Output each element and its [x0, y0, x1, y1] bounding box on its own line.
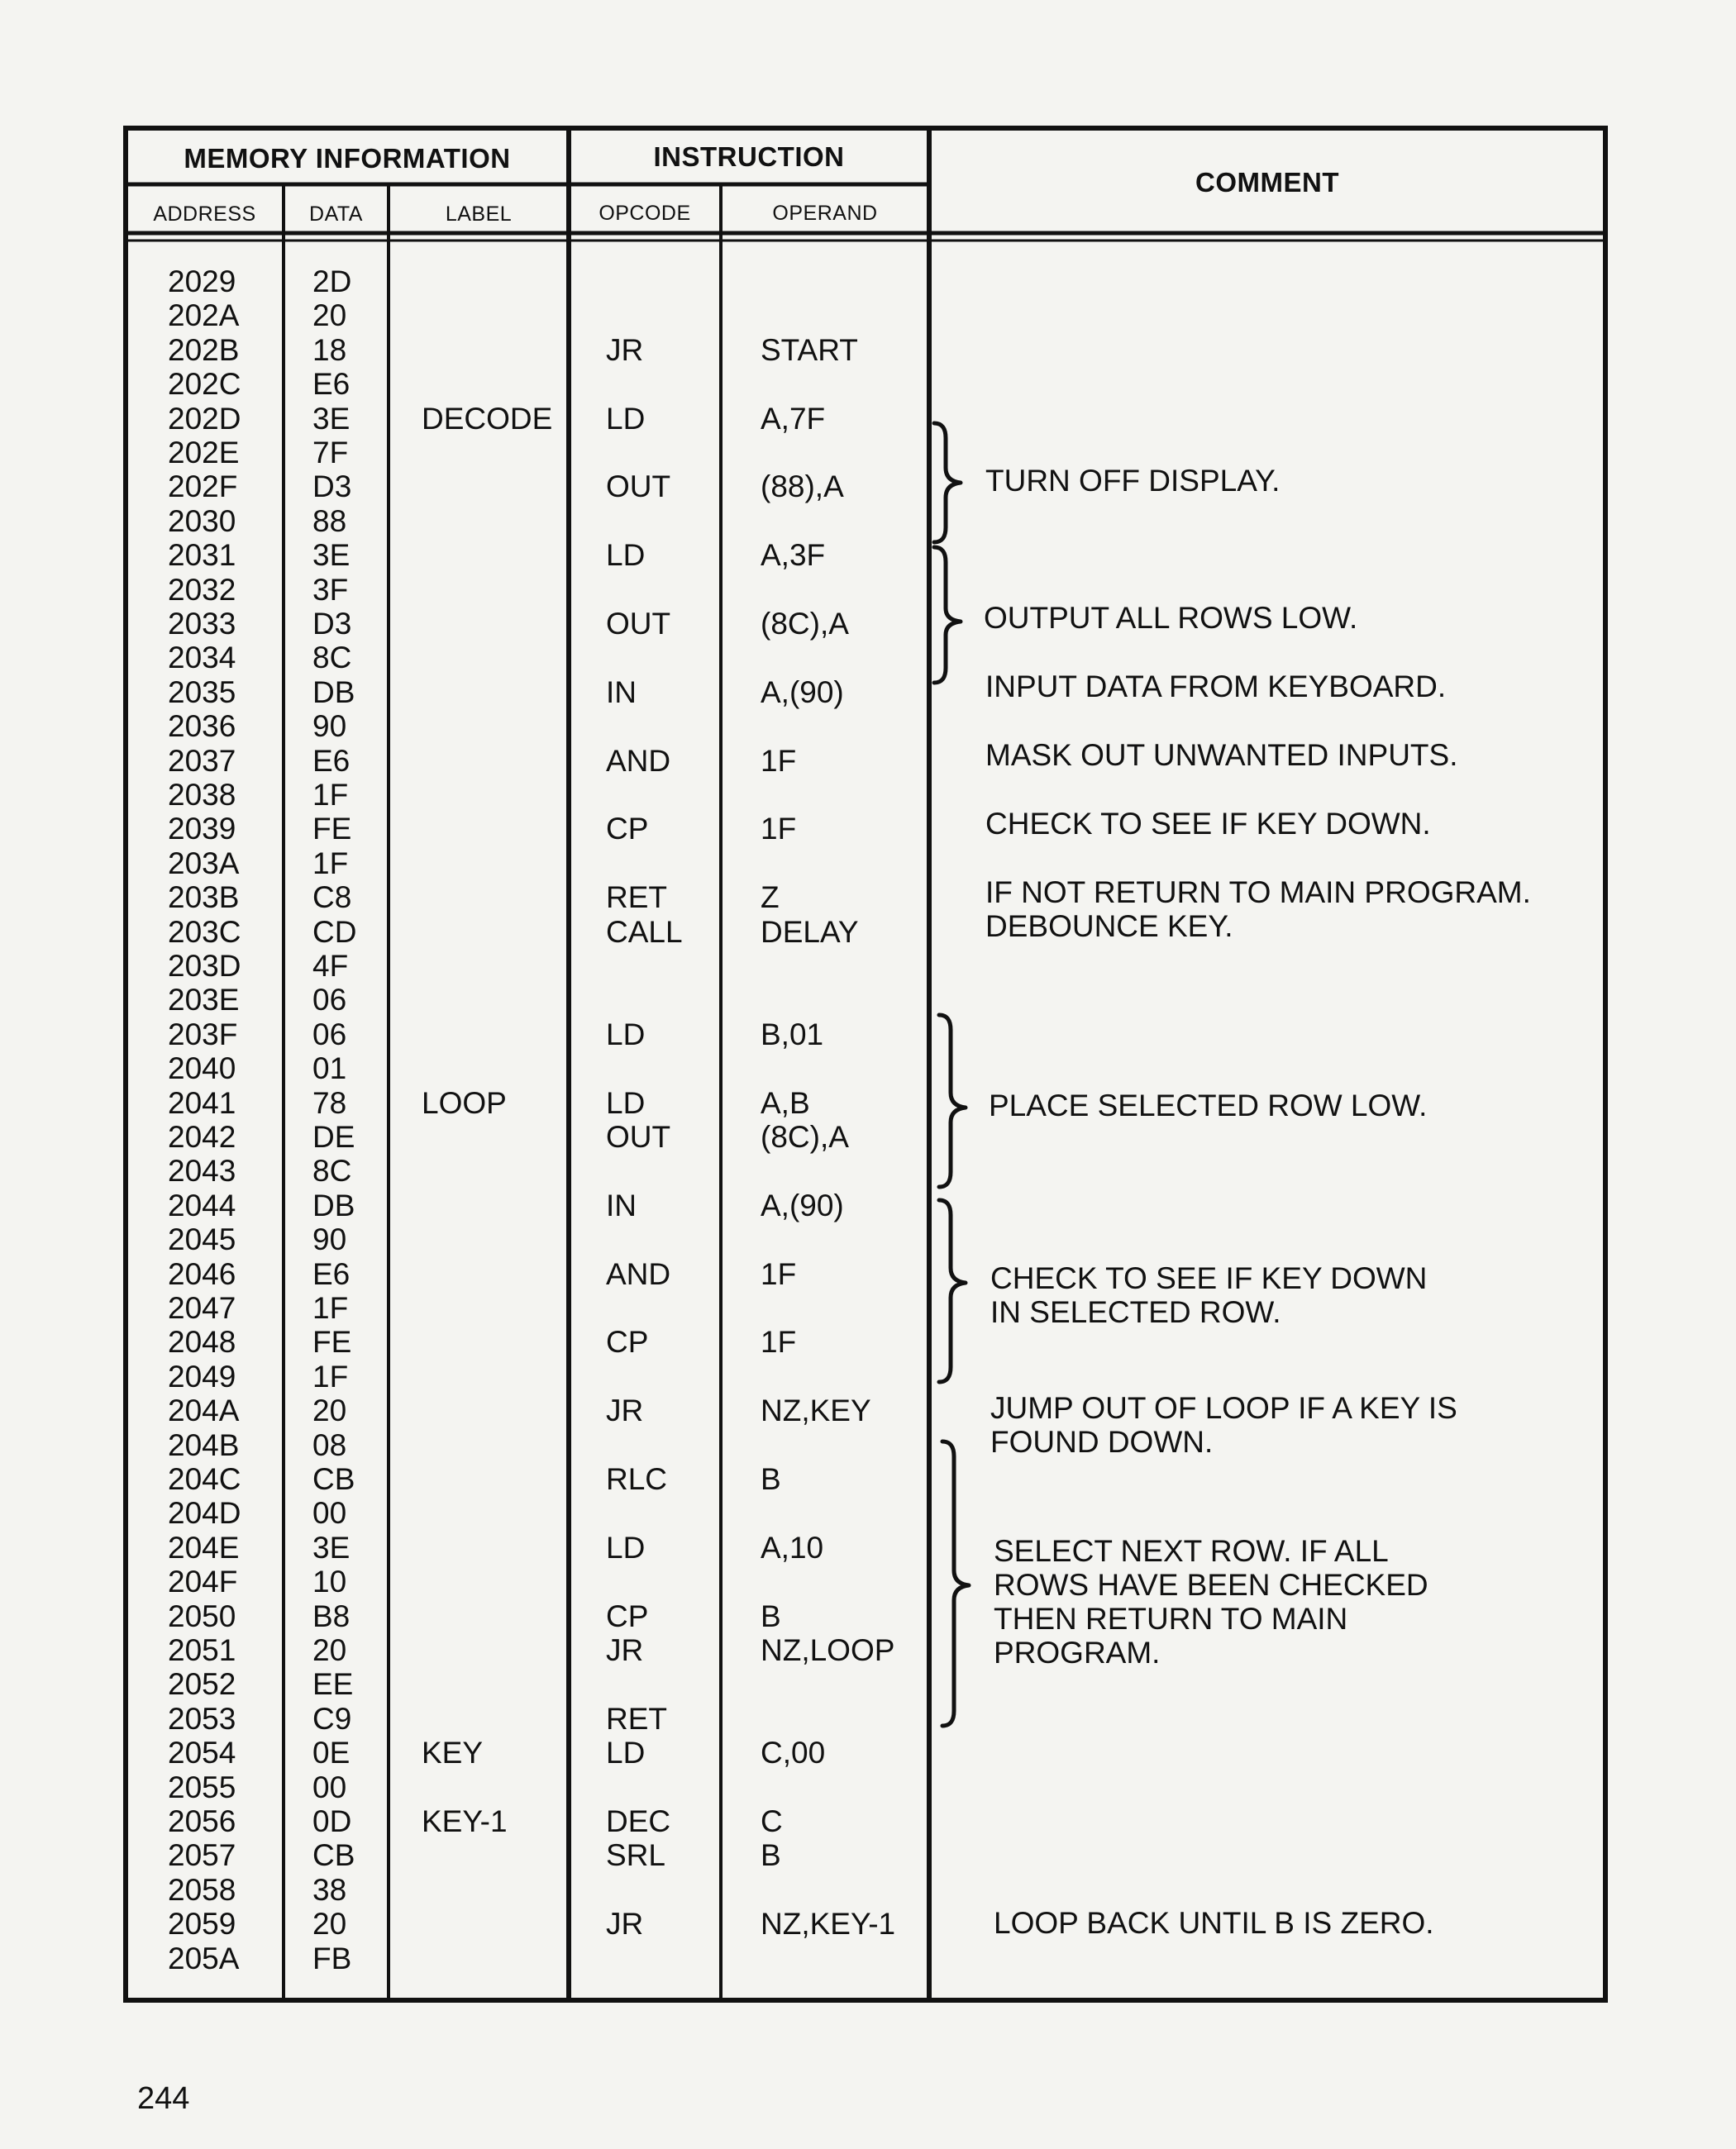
data-cell: 8C — [312, 1154, 352, 1188]
page-number: 244 — [137, 2081, 190, 2116]
address-cell: 2036 — [168, 709, 236, 743]
comment-line: JUMP OUT OF LOOP IF A KEY IS — [990, 1391, 1457, 1425]
address-cell: 2047 — [168, 1291, 236, 1325]
opcode-cell: AND — [606, 744, 671, 778]
data-cell: 88 — [312, 504, 347, 538]
opcode-cell: RET — [606, 880, 667, 914]
data-cell: 1F — [312, 1360, 349, 1394]
address-cell: 2046 — [168, 1257, 236, 1291]
comment-block — [985, 738, 1457, 772]
address-cell: 2052 — [168, 1667, 236, 1701]
address-cell: 2039 — [168, 812, 236, 846]
address-cell: 203F — [168, 1017, 238, 1051]
address-cell: 2054 — [168, 1736, 236, 1770]
address-cell: 204C — [168, 1462, 241, 1496]
data-cell: 90 — [312, 1222, 347, 1256]
address-cell: 2042 — [168, 1120, 236, 1154]
data-cell: 1F — [312, 1291, 349, 1325]
data-cell: D3 — [312, 607, 352, 641]
address-cell: 202E — [168, 436, 240, 469]
data-cell: 3E — [312, 402, 351, 436]
comment-block — [984, 601, 1357, 635]
comment-block — [994, 1906, 1434, 1940]
address-cell: 2051 — [168, 1633, 236, 1667]
address-cell: 2038 — [168, 778, 236, 812]
data-cell: 18 — [312, 333, 347, 367]
comment-line: IF NOT RETURN TO MAIN PROGRAM. — [985, 875, 1531, 909]
operand-cell: B,01 — [761, 1017, 824, 1051]
opcode-cell: LD — [606, 1017, 646, 1051]
comment-block — [990, 1261, 1427, 1329]
address-cell: 2049 — [168, 1360, 236, 1394]
data-cell: 00 — [312, 1496, 347, 1530]
comment-block — [990, 1391, 1457, 1459]
operand-cell: C,00 — [761, 1736, 826, 1770]
operand-cell: (8C),A — [761, 1120, 849, 1154]
opcode-cell: OUT — [606, 607, 671, 641]
comment-line: OUTPUT ALL ROWS LOW. — [984, 601, 1358, 635]
data-cell: D3 — [312, 469, 352, 503]
address-cell: 2045 — [168, 1222, 236, 1256]
address-cell: 2043 — [168, 1154, 236, 1188]
operand-cell: A,10 — [761, 1531, 824, 1565]
address-cell: 2040 — [168, 1051, 236, 1085]
data-cell: EE — [312, 1667, 354, 1701]
address-cell: 202D — [168, 402, 241, 436]
operand-cell: 1F — [761, 744, 797, 778]
data-cell: FE — [312, 1325, 352, 1359]
label-column-header: LABEL — [445, 203, 513, 226]
data-cell: 3E — [312, 538, 351, 572]
operand-cell: A,(90) — [761, 1189, 844, 1222]
address-cell: 204D — [168, 1496, 241, 1530]
data-cell: 1F — [312, 846, 349, 880]
comment-block — [994, 1534, 1428, 1670]
address-cell: 205A — [168, 1942, 240, 1975]
data-cell: C9 — [312, 1702, 352, 1736]
comment-line: PLACE SELECTED ROW LOW. — [989, 1089, 1428, 1122]
address-cell: 2053 — [168, 1702, 236, 1736]
brace-check-selected-row — [939, 1200, 966, 1382]
address-cell: 202A — [168, 298, 240, 332]
comment-line: DEBOUNCE KEY. — [985, 909, 1233, 943]
address-cell: 202B — [168, 333, 240, 367]
operand-cell: A,3F — [761, 538, 826, 572]
opcode-cell: CP — [606, 1599, 649, 1633]
opcode-cell: JR — [606, 1907, 644, 1941]
brace-turn-off-display — [934, 423, 961, 542]
data-cell: E6 — [312, 744, 351, 778]
address-cell: 2041 — [168, 1086, 236, 1120]
comment-line: PROGRAM. — [994, 1636, 1161, 1670]
opcode-cell: AND — [606, 1257, 671, 1291]
operand-column-header: OPERAND — [772, 202, 878, 225]
address-cell: 203A — [168, 846, 240, 880]
comment-block — [985, 807, 1431, 841]
label-cell: KEY-1 — [422, 1804, 508, 1838]
address-cell: 203C — [168, 915, 241, 949]
opcode-cell: LD — [606, 1736, 646, 1770]
opcode-cell: JR — [606, 333, 644, 367]
address-cell: 2058 — [168, 1873, 236, 1907]
instruction-heading: INSTRUCTION — [653, 141, 845, 172]
operand-cell: B — [761, 1838, 781, 1872]
opcode-cell: OUT — [606, 1120, 671, 1154]
label-cell: DECODE — [422, 402, 553, 436]
operand-cell: 1F — [761, 1257, 797, 1291]
operand-cell: NZ,KEY — [761, 1394, 871, 1427]
data-cell: C8 — [312, 880, 352, 914]
address-cell: 2055 — [168, 1770, 236, 1804]
data-cell: 38 — [312, 1873, 347, 1907]
comment-line: FOUND DOWN. — [990, 1425, 1214, 1459]
comment-line: INPUT DATA FROM KEYBOARD. — [985, 669, 1447, 703]
data-cell: 20 — [312, 298, 347, 332]
address-cell: 204A — [168, 1394, 240, 1427]
data-cell: 20 — [312, 1907, 347, 1941]
data-cell: CD — [312, 915, 357, 949]
opcode-cell: DEC — [606, 1804, 671, 1838]
address-column-header: ADDRESS — [153, 203, 256, 226]
label-cell: KEY — [422, 1736, 484, 1770]
opcode-cell: IN — [606, 1189, 637, 1222]
data-cell: DB — [312, 675, 355, 709]
opcode-cell: SRL — [606, 1838, 665, 1872]
operand-cell: A,7F — [761, 402, 826, 436]
data-cell: 8C — [312, 641, 352, 674]
operand-cell: B — [761, 1462, 781, 1496]
operand-cell: C — [761, 1804, 783, 1838]
data-cell: E6 — [312, 1257, 351, 1291]
data-cell: 10 — [312, 1565, 347, 1599]
opcode-cell: LD — [606, 402, 646, 436]
brace-select-next-row — [942, 1441, 969, 1726]
comment-line: SELECT NEXT ROW. IF ALL — [994, 1534, 1389, 1568]
data-cell: FB — [312, 1942, 352, 1975]
data-cell: 0D — [312, 1804, 352, 1838]
data-cell: 90 — [312, 709, 347, 743]
address-cell: 203D — [168, 949, 241, 983]
brace-place-row-low — [939, 1015, 966, 1187]
address-cell: 204F — [168, 1565, 238, 1599]
opcode-cell: JR — [606, 1633, 644, 1667]
opcode-cell: LD — [606, 538, 646, 572]
comment-line: IN SELECTED ROW. — [990, 1295, 1281, 1329]
operand-cell: 1F — [761, 1325, 797, 1359]
data-cell: 06 — [312, 1017, 347, 1051]
comment-line: CHECK TO SEE IF KEY DOWN. — [985, 807, 1431, 841]
opcode-cell: IN — [606, 675, 637, 709]
data-cell: 20 — [312, 1394, 347, 1427]
data-cell: 01 — [312, 1051, 347, 1085]
opcode-cell: LD — [606, 1086, 646, 1120]
comment-line: CHECK TO SEE IF KEY DOWN — [990, 1261, 1428, 1295]
address-cell: 2048 — [168, 1325, 236, 1359]
address-cell: 202F — [168, 469, 238, 503]
data-cell: 20 — [312, 1633, 347, 1667]
data-cell: DB — [312, 1189, 355, 1222]
address-cell: 2032 — [168, 573, 236, 607]
opcode-cell: LD — [606, 1531, 646, 1565]
address-cell: 2044 — [168, 1189, 236, 1222]
data-cell: 00 — [312, 1770, 347, 1804]
operand-cell: NZ,LOOP — [761, 1633, 895, 1667]
data-cell: FE — [312, 812, 352, 846]
address-cell: 2035 — [168, 675, 236, 709]
opcode-cell: CP — [606, 1325, 649, 1359]
data-cell: E6 — [312, 367, 351, 401]
address-cell: 2057 — [168, 1838, 236, 1872]
comment-block — [985, 464, 1280, 498]
address-cell: 2031 — [168, 538, 236, 572]
data-cell: 06 — [312, 983, 347, 1017]
opcode-cell: CALL — [606, 915, 683, 949]
address-cell: 2034 — [168, 641, 236, 674]
address-cell: 204E — [168, 1531, 240, 1565]
memory-information-heading: MEMORY INFORMATION — [184, 143, 511, 174]
address-cell: 2037 — [168, 744, 236, 778]
data-cell: 08 — [312, 1428, 347, 1462]
comment-line: ROWS HAVE BEEN CHECKED — [994, 1568, 1428, 1602]
comment-block — [985, 875, 1531, 943]
comment-block — [985, 669, 1446, 703]
operand-cell: (88),A — [761, 469, 844, 503]
opcode-column-header: OPCODE — [599, 202, 691, 225]
comment-line: MASK OUT UNWANTED INPUTS. — [985, 738, 1458, 772]
address-cell: 203E — [168, 983, 240, 1017]
data-cell: 7F — [312, 436, 349, 469]
data-cell: 4F — [312, 949, 349, 983]
operand-cell: (8C),A — [761, 607, 849, 641]
opcode-cell: OUT — [606, 469, 671, 503]
operand-cell: Z — [761, 880, 780, 914]
comment-line: THEN RETURN TO MAIN — [994, 1602, 1348, 1636]
address-cell: 2029 — [168, 264, 236, 298]
address-cell: 2030 — [168, 504, 236, 538]
data-cell: 78 — [312, 1086, 347, 1120]
data-cell: 3E — [312, 1531, 351, 1565]
data-cell: DE — [312, 1120, 355, 1154]
operand-cell: B — [761, 1599, 781, 1633]
brace-output-rows-low — [934, 547, 961, 683]
label-cell: LOOP — [422, 1086, 507, 1120]
data-cell: CB — [312, 1838, 355, 1872]
operand-cell: NZ,KEY-1 — [761, 1907, 896, 1941]
address-cell: 2056 — [168, 1804, 236, 1838]
operand-cell: START — [761, 333, 858, 367]
address-cell: 204B — [168, 1428, 240, 1462]
opcode-cell: RLC — [606, 1462, 668, 1496]
operand-cell: A,(90) — [761, 675, 844, 709]
operand-cell: DELAY — [761, 915, 859, 949]
opcode-cell: CP — [606, 812, 649, 846]
opcode-cell: JR — [606, 1394, 644, 1427]
address-cell: 2059 — [168, 1907, 236, 1941]
comment-block — [989, 1089, 1427, 1122]
comment-line: LOOP BACK UNTIL B IS ZERO. — [994, 1906, 1434, 1940]
data-cell: B8 — [312, 1599, 351, 1633]
comment-line: TURN OFF DISPLAY. — [985, 464, 1281, 498]
data-cell: 1F — [312, 778, 349, 812]
operand-cell: A,B — [761, 1086, 810, 1120]
data-column-header: DATA — [309, 203, 363, 226]
data-cell: CB — [312, 1462, 355, 1496]
comment-heading: COMMENT — [1195, 167, 1339, 198]
address-cell: 2033 — [168, 607, 236, 641]
address-cell: 2050 — [168, 1599, 236, 1633]
data-cell: 3F — [312, 573, 349, 607]
address-cell: 203B — [168, 880, 240, 914]
data-cell: 0E — [312, 1736, 351, 1770]
operand-cell: 1F — [761, 812, 797, 846]
data-cell: 2D — [312, 264, 352, 298]
address-cell: 202C — [168, 367, 241, 401]
opcode-cell: RET — [606, 1702, 667, 1736]
